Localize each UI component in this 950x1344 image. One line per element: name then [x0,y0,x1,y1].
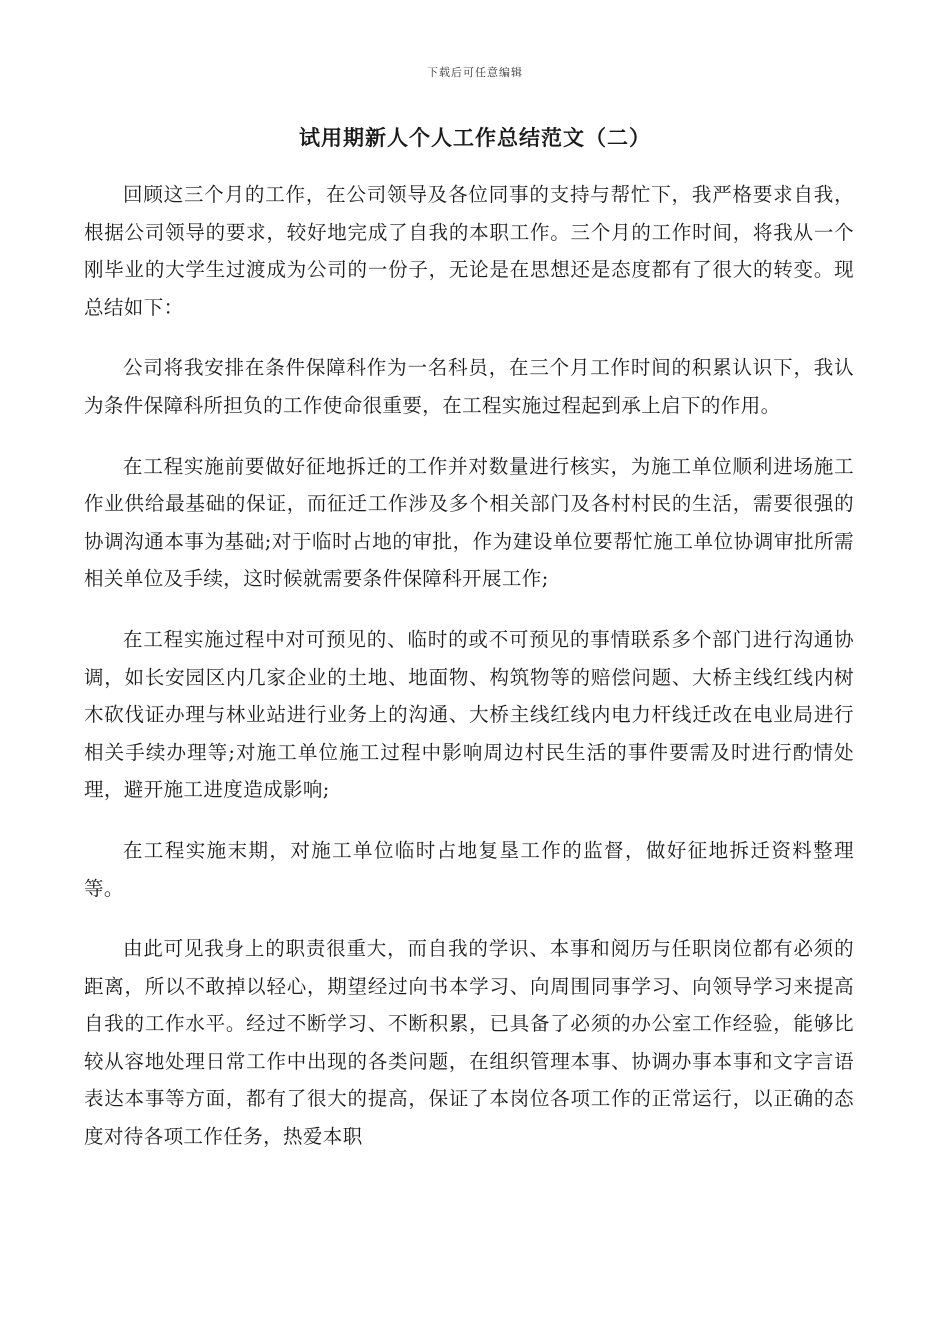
paragraph-6: 由此可见我身上的职责很重大，而自我的学识、本事和阅历与任职岗位都有必须的距离，所以不敢掉以轻心，期望经过向书本学习、向周围同事学习、向领导学习来提高自我的工作水平。经过不断学习、不断积累，已具备了必须的办公室工作经验，能够比较从容地处理日常工作中出现的各类问题，在组织管理本事、协调办事本事和文字言语表达本事等方面，都有了很大的提高，保证了本岗位各项工作的正常运行，以正确的态度对待各项工作任务，热爱本职 [84,937,854,1149]
paragraph-2: 公司将我安排在条件保障科作为一名科员，在三个月工作时间的积累认识下，我认为条件保障科所担负的工作使命很重要，在工程实施过程起到承上启下的作用。 [84,356,854,417]
page-header-note: 下载后可任意编辑 [427,66,523,79]
document-title: 试用期新人个人工作总结范文（二） [299,125,651,150]
paragraph-5: 在工程实施末期，对施工单位临时占地复垦工作的监督，做好征地拆迁资料整理等。 [84,838,854,900]
paragraph-4: 在工程实施过程中对可预见的、临时的或不可预见的事情联系多个部门进行沟通协调，如长安园区内几家企业的土地、地面物、构筑物等的赔偿问题、大桥主线红线内树木砍伐证办理与林业站进行业务上的沟通、大桥主线红线内电力杆线迁改在电业局进行相关手续办理等;对施工单位施工过程中影响周边村民生活的事件要需及时进行酌情处理，避开施工进度造成影响; [84,627,854,802]
paragraph-3: 在工程实施前要做好征地拆迁的工作并对数量进行核实，为施工单位顺利进场施工作业供给最基础的保证，而征迁工作涉及多个相关部门及各村村民的生活，需要很强的协调沟通本事为基础;对于临时占地的审批，作为建设单位要帮忙施工单位协调审批所需相关单位及手续，这时候就需要条件保障科开展工作; [84,454,854,591]
paragraph-1: 回顾这三个月的工作，在公司领导及各位同事的支持与帮忙下，我严格要求自我，根据公司领导的要求，较好地完成了自我的本职工作。三个月的工作时间，将我从一个刚毕业的大学生过渡成为公司的一份子，无论是在思想还是态度都有了很大的转变。现总结如下： [84,183,854,319]
document-body [84,176,854,1179]
